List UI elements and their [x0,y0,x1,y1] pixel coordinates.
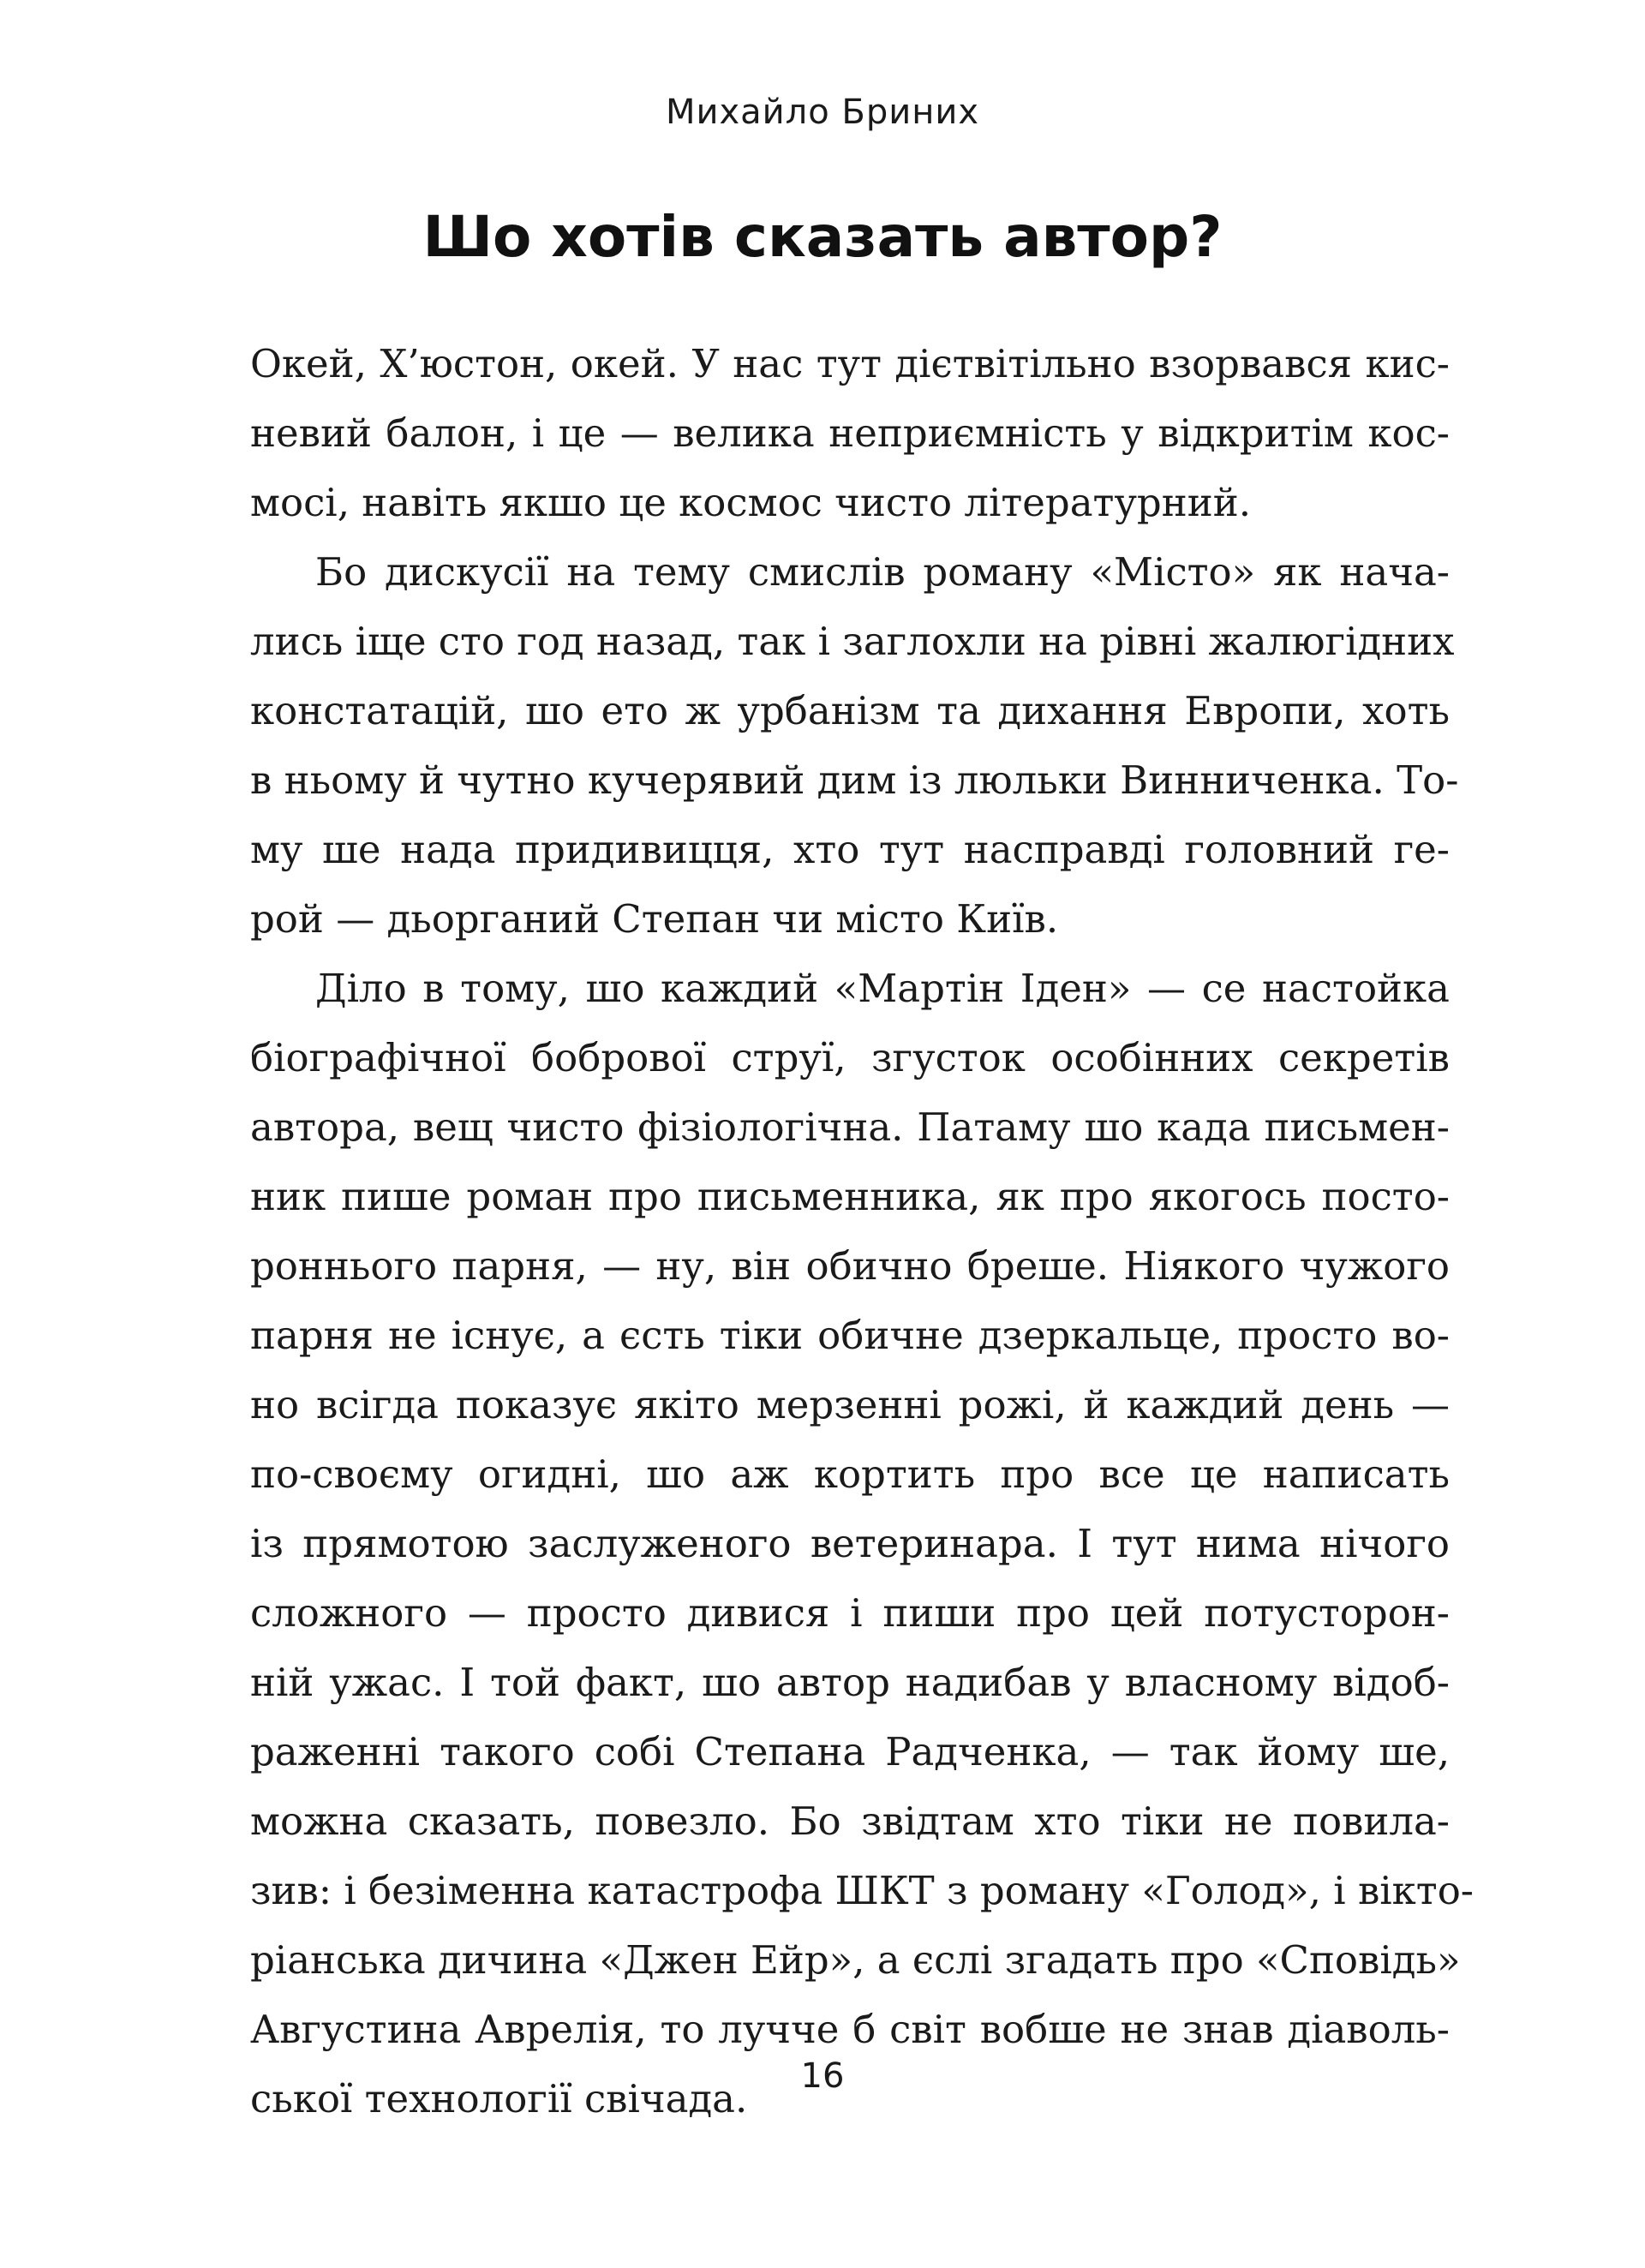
text-line: Бо дискусії на тему смислів роману «Місто» як нача- [315,549,1450,595]
text-line: Окей, Х’юстон, окей. У нас тут дієтвітільно взорвався кис- [250,341,1450,386]
running-head-author: Михайло Бриних [665,93,980,132]
text-line: раженні такого собі Степана Радченка, — так йому ше, [250,1729,1450,1774]
text-line: рой — дьорганий Степан чи місто Київ. [250,896,1059,942]
text-line: по-своєму огидні, шо аж кортить про все це написать [250,1451,1450,1497]
text-line: ської технології свічада. [250,2076,748,2121]
body-text [250,329,1475,2133]
text-line: Діло в тому, шо каждий «Мартін Іден» — се настойка [315,966,1450,1011]
text-line: Августина Аврелія, то лучче б світ вобше не знав діаволь- [250,2007,1450,2052]
text-line: автора, вещ чисто фізіологічна. Патаму шо када письмен- [250,1104,1450,1150]
text-line: в ньому й чутно кучерявий дим із люльки Винниченка. То- [250,757,1459,803]
text-line: му ше нада придивицця, хто тут насправді головний ге- [250,827,1450,872]
text-line: лись іще сто год назад, так і заглохли на рівні жалюгідних [250,619,1455,664]
text-line: ріанська дичина «Джен Ейр», а єслі згадать про «Сповідь» [250,1937,1461,1983]
page-number: 16 [800,2056,845,2096]
chapter-title: Шо хотів сказать автор? [422,204,1223,270]
text-line: невий балон, і це — велика неприємність у відкритім кос- [250,410,1450,456]
text-line: ній ужас. І той факт, шо автор надибав у власному відоб- [250,1660,1450,1705]
text-line: констатацій, шо ето ж урбанізм та дихання Европи, хоть [250,688,1450,733]
text-line: роннього парня, — ну, він обично бреше. Ніякого чужого [250,1243,1450,1289]
text-line: но всігда показує якіто мерзенні рожі, й каждий день — [250,1382,1450,1427]
text-line: ник пише роман про письменника, як про якогось посто- [250,1174,1450,1219]
text-line: можна сказать, повезло. Бо звідтам хто тіки не повила- [250,1798,1450,1844]
text-line: із прямотою заслуженого ветеринара. І тут нима нічого [250,1521,1450,1566]
text-line: мосі, навіть якшо це космос чисто літературний. [250,480,1252,525]
text-line: біографічної бобрової струї, згусток особінних секретів [250,1035,1450,1080]
text-line: зив: і безіменна катастрофа ШКТ з роману «Голод», і вікто- [250,1868,1475,1913]
text-line: парня не існує, а єсть тіки обичне дзеркальце, просто во- [250,1313,1450,1358]
text-line: сложного — просто дивися і пиши про цей потусторон- [250,1590,1450,1636]
